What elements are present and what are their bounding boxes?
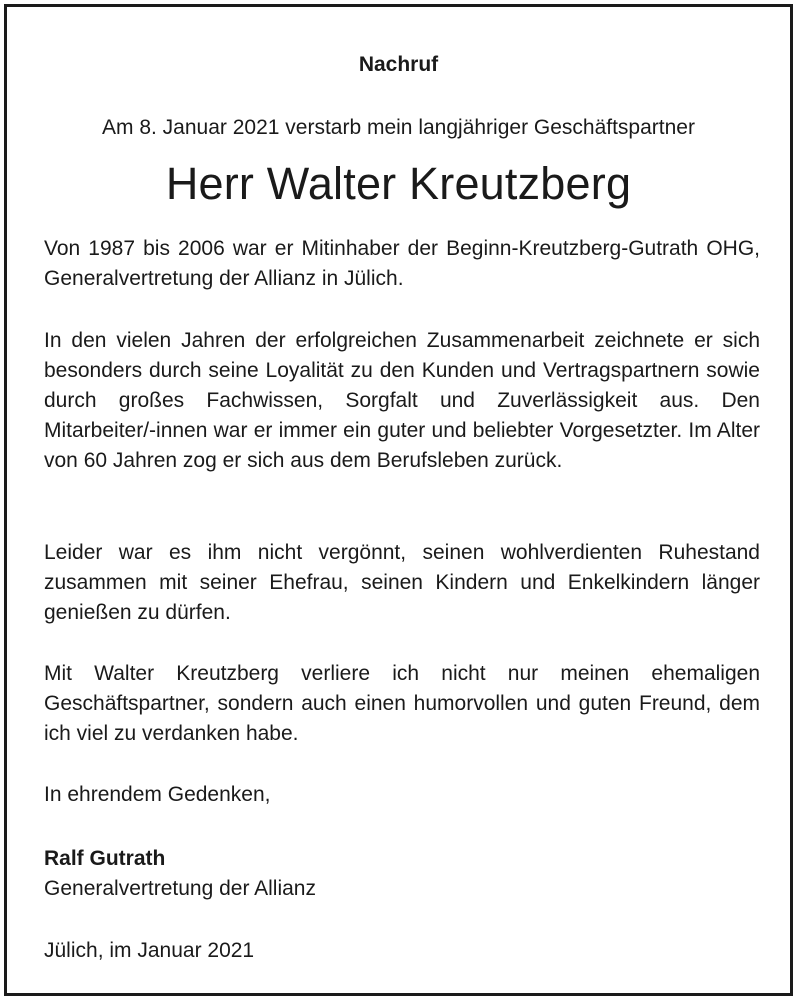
obituary-notice xyxy=(4,4,793,996)
paragraph-friendship: Mit Walter Kreutzberg verliere ich nicht nur meinen ehemaligen Geschäftspartner, sondern auch einen humorvollen und guten Freund, dem ich viel zu verdanken habe. xyxy=(44,662,760,745)
notice-heading: Nachruf xyxy=(358,53,439,76)
closing-line: In ehrendem Gedenken, xyxy=(44,783,271,806)
paragraph-retirement: Leider war es ihm nicht vergönnt, seinen wohlverdienten Ruhestand zusammen mit seiner Ehefrau, seinen Kindern und Enkelkindern länger genießen zu dürfen. xyxy=(44,541,760,624)
intro-line: Am 8. Januar 2021 verstarb mein langjähriger Geschäftspartner xyxy=(102,116,695,139)
place-date: Jülich, im Januar 2021 xyxy=(44,939,255,962)
paragraph-tribute: In den vielen Jahren der erfolgreichen Zusammenarbeit zeichnete er sich besonders durch seine Loyalität zu den Kunden und Vertragspartnern sowie durch großes Fachwissen, Sorgfalt und Zuverlässigkeit aus. Den Mitarbeiter/-innen war er immer ein guter und beliebter Vorgesetzter. Im Alter von 60 Jahren zog er sich aus dem Berufsleben zurück. xyxy=(44,329,760,472)
signer-company: Generalvertretung der Allianz xyxy=(44,877,316,900)
signer-name: Ralf Gutrath xyxy=(44,847,166,870)
deceased-name: Herr Walter Kreutzberg xyxy=(165,158,632,209)
paragraph-career: Von 1987 bis 2006 war er Mitinhaber der Beginn-Kreutzberg-Gutrath OHG, Generalvertretung der Allianz in Jülich. xyxy=(44,237,760,290)
